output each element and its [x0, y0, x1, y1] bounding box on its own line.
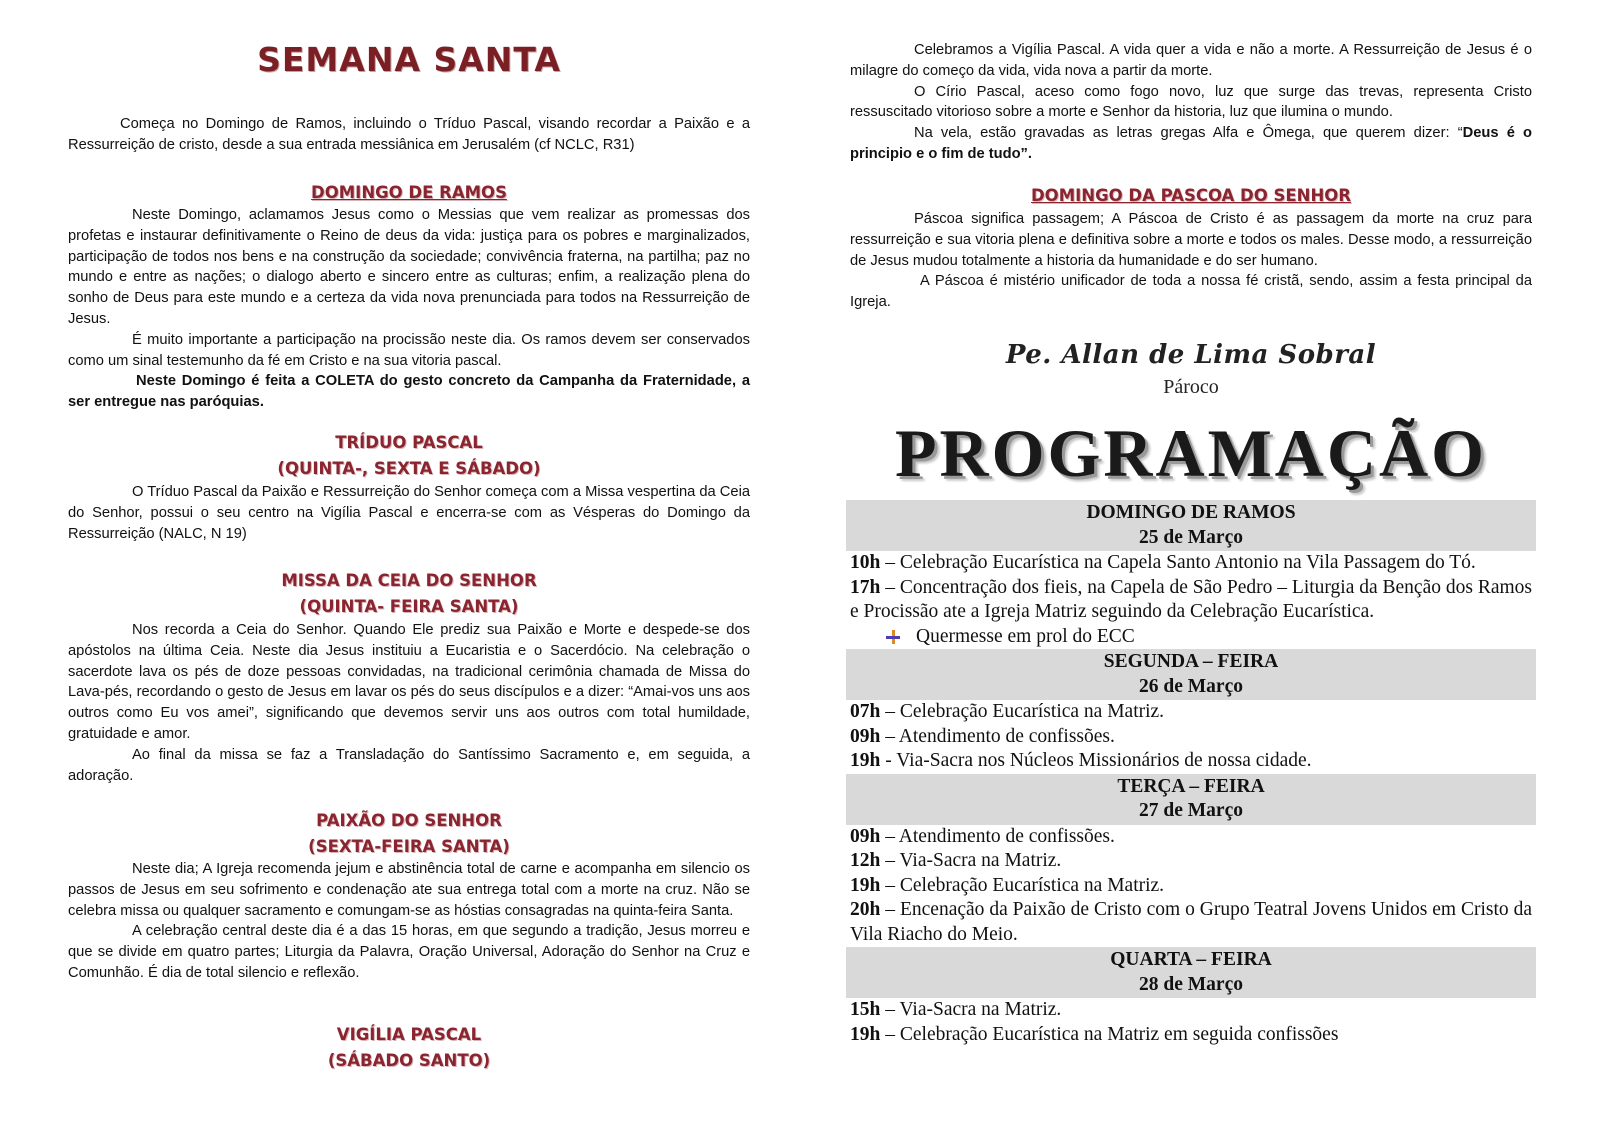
event-separator: – [880, 850, 900, 871]
schedule-event [846, 898, 1536, 947]
event-separator: – [880, 552, 900, 573]
event-time: 19h [850, 750, 881, 771]
event-time: 20h [850, 899, 881, 920]
event-description: Celebração Eucarística na Matriz em seguida confissões [899, 1023, 1339, 1045]
event-description: Celebração Eucarística na Capela Santo Antonio na Vila Passagem do Tó. [899, 552, 1476, 573]
paragraph: Nos recorda a Ceia do Senhor. Quando Ele prediz sua Paixão e Morte e despede-se dos apóstolos na última Ceia. Neste dia Jesus instituiu a Eucaristia e o Sacerdócio. Na celebração o sacerdote lava os pés de doze pessoas convidadas, na tradicional cerimônia chamada de Missa do Lava-pés, recordando o gesto de Jesus em lavar os pés do seus discípulos e a dizer: “Amai-vos uns aos outros como Eu vos amei”, significando que devemos servir uns aos outros com total humildade, gratuidade e amor. [68, 622, 750, 742]
section-vigilia-text [850, 40, 1532, 165]
event-time: 12h [850, 850, 881, 871]
schedule [846, 500, 1536, 1047]
day-date: 27 de Março [1139, 800, 1243, 821]
heading-triduo [68, 430, 750, 482]
heading-line: MISSA DA CEIA DO SENHOR [281, 571, 537, 590]
schedule-event [846, 700, 1536, 725]
event-time: 07h [850, 701, 881, 722]
paragraph-bold: Neste Domingo é feita a COLETA do gesto concreto da Campanha da Fraternidade, a ser entregue nas paróquias. [68, 373, 750, 411]
event-description: Via-Sacra na Matriz. [899, 999, 1062, 1020]
bullet-text: Quermesse em prol do ECC [916, 625, 1135, 647]
event-separator: – [880, 825, 899, 847]
day-date: 26 de Março [1139, 675, 1243, 697]
event-time: 15h [850, 999, 881, 1020]
schedule-event [846, 998, 1536, 1023]
event-time: 19h [850, 874, 881, 896]
intro-text: Começa no Domingo de Ramos, incluindo o Tríduo Pascal, visando recordar a Paixão e a Ressurreição de cristo, desde a sua entrada messiânica em Jerusalém (cf NCLC, R31) [68, 116, 750, 153]
event-time: 09h [850, 725, 881, 747]
heading-text: DOMINGO DE RAMOS [311, 183, 507, 202]
paragraph-part: Na vela, estão gravadas as letras gregas Alfa e Ômega, que querem dizer: “ [914, 125, 1463, 142]
paragraph: A Páscoa é mistério unificador de toda a nossa fé cristã, sendo, assim a festa principal da Igreja. [850, 273, 1532, 311]
schedule-event [846, 849, 1536, 874]
schedule-event [846, 576, 1536, 625]
heading-subline: (SÁBADO SANTO) [327, 1051, 491, 1070]
event-separator: – [880, 576, 900, 598]
event-separator: - [880, 750, 897, 771]
event-description: Encenação da Paixão de Cristo com o Grupo Teatral Jovens Unidos em Cristo da Vila Riacho do Meio. [850, 899, 1532, 945]
event-description: Atendimento de confissões. [898, 725, 1115, 747]
paragraph: O Tríduo Pascal da Paixão e Ressurreição do Senhor começa com a Missa vespertina da Ceia do Senhor, possui o seu centro na Vigília Pascal e encerra-se com as Vésperas do Domingo da Ressurreição (NALC, N 19) [68, 484, 751, 542]
heading-line: PAIXÃO DO SENHOR [316, 811, 502, 830]
heading-vigilia [68, 1022, 750, 1074]
heading-pascoa [850, 183, 1532, 209]
event-separator: – [880, 725, 899, 747]
section-paixao [68, 859, 750, 984]
heading-subline: (QUINTA- FEIRA SANTA) [299, 597, 519, 616]
day-name: SEGUNDA – FEIRA [1103, 651, 1279, 672]
heading-paixao [68, 808, 750, 860]
event-description: Via-Sacra nos Núcleos Missionários de nossa cidade. [896, 750, 1312, 771]
schedule-event [846, 825, 1536, 850]
event-separator: – [880, 999, 900, 1020]
event-description: Celebração Eucarística na Matriz. [899, 874, 1165, 896]
intro-paragraph [68, 114, 750, 156]
event-time: 19h [850, 1023, 881, 1045]
heading-domingo-ramos [68, 180, 750, 206]
day-date: 28 de Março [1139, 973, 1243, 995]
paragraph [850, 123, 1532, 165]
paragraph-bold-part: Deus é o principio e o fim de tudo”. [850, 125, 1533, 162]
heading-subline: (QUINTA-, SEXTA E SÁBADO) [277, 459, 541, 478]
heading-ceia [68, 568, 750, 620]
schedule-bullet [846, 625, 1536, 650]
event-separator: – [880, 1023, 900, 1045]
day-name: DOMINGO DE RAMOS [1086, 502, 1296, 523]
schedule-day-header [846, 774, 1536, 825]
section-domingo-ramos [68, 205, 750, 413]
schedule-event [846, 1023, 1536, 1048]
event-time: 17h [850, 576, 881, 598]
page-title: SEMANA SANTA [257, 40, 561, 79]
paragraph: Neste dia; A Igreja recomenda jejum e abstinência total de carne e acompanha em silencio os passos de Jesus em seu sofrimento e condenação ate sua entrega total com a morte na cruz. Não se celebra missa ou qualquer sacramento e comungam-se as hóstias consagradas na quinta-feira Santa. [68, 861, 750, 919]
paragraph: A celebração central deste dia é a das 15 horas, em que segundo a tradição, Jesus morreu e que se divide em quatro partes; Liturgia da Palavra, Oração Universal, Adoração do Senhor na Cruz e Comunhão. É dia de total silencio e reflexão. [68, 923, 750, 981]
programacao-title: PROGRAMAÇÃO [894, 415, 1488, 491]
day-name: QUARTA – FEIRA [1110, 949, 1272, 970]
schedule-day-header [846, 649, 1536, 700]
event-separator: – [880, 701, 900, 722]
heading-text: DOMINGO DA PASCOA DO SENHOR [1030, 186, 1352, 205]
event-time: 10h [850, 552, 881, 573]
section-triduo [68, 482, 750, 544]
paragraph: Neste Domingo, aclamamos Jesus como o Messias que vem realizar as promessas dos profetas e instaurar definitivamente o Reino de deus da vida: justiça para os pobres e marginalizados, participação de todos nos bens e na construção da sociedade; convivência fraterna, na partilha; paz no mundo e entre as nações; o dialogo aberto e sincero entre as culturas; enfim, a realização plena do sonho de Deus para este mundo e a certeza da vida nova prenunciada para todos na Ressurreição de Jesus. [68, 207, 750, 327]
schedule-event [846, 749, 1536, 774]
paragraph: Ao final da missa se faz a Transladação do Santíssimo Sacramento e, em seguida, a adoração. [68, 746, 750, 784]
event-description: Celebração Eucarística na Matriz. [899, 701, 1165, 722]
schedule-event [846, 874, 1536, 899]
day-date: 25 de Março [1139, 526, 1243, 548]
signature: Pe. Allan de Lima Sobral [1005, 340, 1377, 370]
section-ceia [68, 620, 750, 786]
paragraph: Páscoa significa passagem; A Páscoa de Cristo é as passagem da morte na cruz para ressurreição e sua vitoria plena e definitiva sobre a morte e todos os males. Desse modo, a ressurreição de Jesus mudou totalmente a historia da humanidade e do ser humano. [850, 211, 1532, 269]
event-time: 09h [850, 825, 881, 847]
section-pascoa [850, 209, 1532, 313]
heading-subline: (SEXTA-FEIRA SANTA) [308, 837, 510, 856]
schedule-event [846, 725, 1536, 750]
paragraph: Celebramos a Vigília Pascal. A vida quer a vida e não a morte. A Ressurreição de Jesus é o milagre do começo da vida, vida nova a partir da morte. [850, 42, 1532, 79]
schedule-event [846, 551, 1536, 576]
paragraph: É muito importante a participação na procissão neste dia. Os ramos devem ser conservados como um sinal testemunho da fé em Cristo e na sua vitoria pascal. [68, 331, 750, 369]
heading-line: VIGÍLIA PASCAL [336, 1025, 482, 1044]
event-description: Concentração dos fieis, na Capela de São Pedro – Liturgia da Benção dos Ramos e Procissão ate a Igreja Matriz seguindo da Celebração Eucarística. [850, 576, 1533, 622]
signature-role: Pároco [1163, 376, 1219, 398]
schedule-day-header [846, 947, 1536, 998]
paragraph: O Círio Pascal, aceso como fogo novo, luz que surge das trevas, representa Cristo ressuscitado vitorioso sobre a morte e Senhor da historia, luz que ilumina o mundo. [850, 83, 1532, 121]
heading-line: TRÍDUO PASCAL [335, 433, 483, 452]
event-separator: – [880, 874, 900, 896]
schedule-day-header [846, 500, 1536, 551]
event-description: Via-Sacra na Matriz. [899, 850, 1062, 871]
cross-bullet-icon [886, 630, 900, 644]
event-separator: – [880, 899, 900, 920]
day-name: TERÇA – FEIRA [1117, 775, 1265, 797]
event-description: Atendimento de confissões. [898, 825, 1115, 847]
